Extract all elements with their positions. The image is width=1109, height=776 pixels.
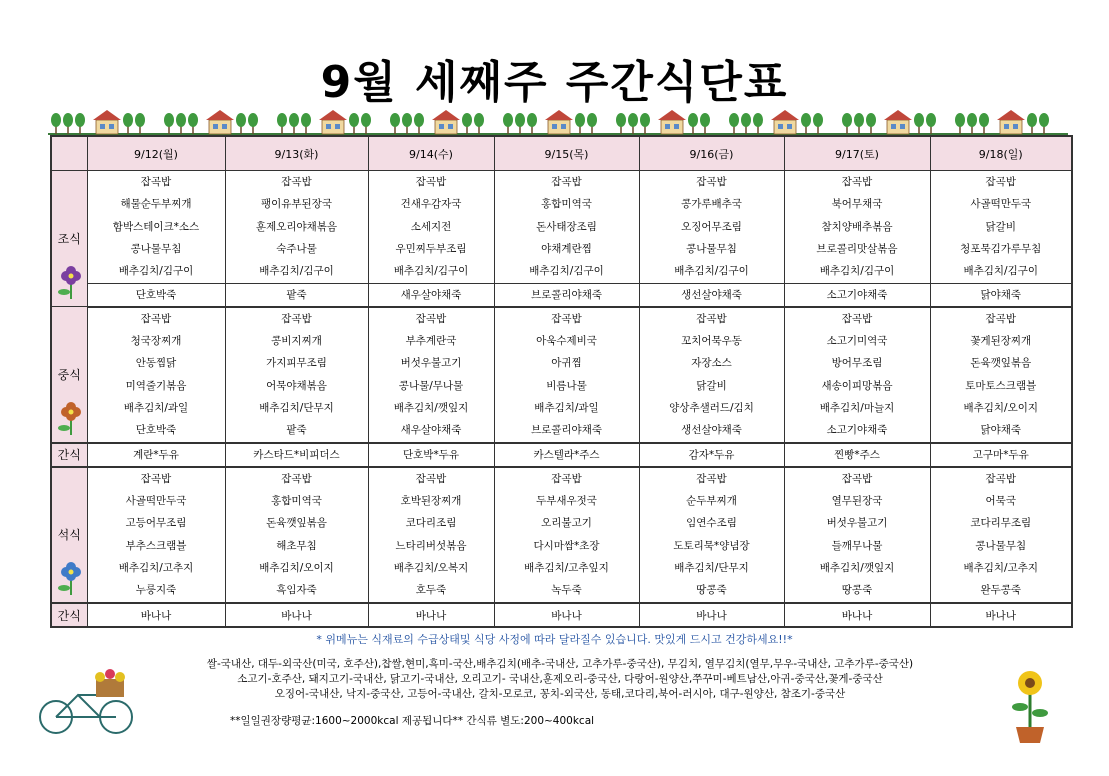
menu-item: 토마토스크램블 xyxy=(965,379,1037,392)
menu-item: 도토리묵*양념장 xyxy=(673,539,750,552)
menu-item: 어묵국 xyxy=(985,495,1016,508)
menu-cell xyxy=(87,467,225,603)
porridge-cell: 생선살야채죽 xyxy=(639,283,784,307)
tree-icon xyxy=(801,113,811,134)
date-cell: 9/18(일) xyxy=(930,136,1072,171)
porridge-cell: 새우살야채죽 xyxy=(368,283,494,307)
menu-item: 부추계란국 xyxy=(405,335,457,348)
menu-cell xyxy=(225,307,368,443)
menu-item: 열무된장국 xyxy=(831,495,883,508)
menu-item: 잡곡밥 xyxy=(551,312,582,325)
menu-item: 오리불고기 xyxy=(541,517,592,530)
menu-item: 콩비지찌개 xyxy=(271,335,322,348)
date-header-row xyxy=(51,136,1072,171)
menu-item: 잡곡밥 xyxy=(140,472,172,485)
lunch-label-cell xyxy=(51,307,87,443)
dinner-flower-icon xyxy=(56,562,86,596)
menu-item: 잡곡밥 xyxy=(985,312,1016,325)
menu-item: 아욱수제비국 xyxy=(536,335,597,348)
tree-icon xyxy=(63,113,73,134)
menu-item: 브로콜리맛살볶음 xyxy=(816,242,898,255)
menu-cell xyxy=(639,307,784,443)
menu-item: 사골떡만두국 xyxy=(970,198,1032,211)
menu-cell xyxy=(930,467,1072,603)
tree-icon xyxy=(474,113,484,134)
menu-item: 임연수조림 xyxy=(686,517,737,530)
menu-item: 콩나물무침 xyxy=(686,242,737,255)
house-icon xyxy=(93,110,121,134)
menu-item: 배추김치/과일 xyxy=(123,401,189,414)
menu-item: 배추김치/오복지 xyxy=(393,562,469,575)
porridge-cell: 닭야채죽 xyxy=(930,283,1072,307)
date-cell: 9/17(토) xyxy=(784,136,930,171)
dinner-label: 석식 xyxy=(57,528,81,543)
snack-cell: 바나나 xyxy=(930,603,1072,627)
tree-icon xyxy=(1039,113,1049,134)
menu-cell xyxy=(494,171,639,284)
menu-item: 잡곡밥 xyxy=(415,312,447,325)
tree-icon xyxy=(164,113,174,134)
menu-item: 돈사태장조림 xyxy=(536,220,597,233)
house-tree-border xyxy=(48,108,1068,136)
menu-item: 팽이유부된장국 xyxy=(260,198,332,211)
origin-info xyxy=(120,657,1000,702)
menu-item: 배추김치/고추지 xyxy=(963,562,1039,575)
tree-icon xyxy=(75,113,85,134)
sunflower-pot-illustration xyxy=(1000,665,1060,745)
menu-item: 소고기미역국 xyxy=(826,335,888,348)
menu-cell xyxy=(784,467,930,603)
breakfast-label: 조식 xyxy=(57,232,81,247)
menu-item: 돈육깻잎볶음 xyxy=(970,357,1032,370)
menu-item: 호박된장찌개 xyxy=(400,495,462,508)
menu-item: 배추김치/김구이 xyxy=(674,265,749,278)
menu-item: 홍합미역국 xyxy=(271,495,322,508)
snack1-label: 간식 xyxy=(51,443,87,467)
menu-item: 아귀찜 xyxy=(551,357,582,370)
menu-item: 생선살야채죽 xyxy=(681,424,742,437)
menu-item: 들깨무나물 xyxy=(831,539,883,552)
menu-item: 잡곡밥 xyxy=(415,472,447,485)
menu-item: 닭갈비 xyxy=(696,379,727,392)
menu-cell xyxy=(494,467,639,603)
menu-item: 꽃게된장찌개 xyxy=(970,335,1032,348)
tree-icon xyxy=(700,113,710,134)
tree-icon xyxy=(813,113,823,134)
menu-cell xyxy=(930,307,1072,443)
menu-item: 단호박죽 xyxy=(135,424,177,437)
menu-item: 닭갈비 xyxy=(985,220,1016,233)
weekly-menu-table xyxy=(50,135,1073,628)
menu-item: 새우살야채죽 xyxy=(400,424,462,437)
breakfast-porridge-row xyxy=(51,283,1072,307)
menu-item: 배추김치/김구이 xyxy=(963,265,1039,278)
origin-line: 오징어-국내산, 낙지-중국산, 고등어-국내산, 갈치-모로코, 꽁치-외국산, 동태,코다리,북어-러시아, 대구-원양산, 참조기-중국산 xyxy=(274,688,846,700)
menu-item: 배추김치/오이지 xyxy=(963,401,1039,414)
menu-item: 잡곡밥 xyxy=(551,472,582,485)
snack-cell: 계란*두유 xyxy=(87,443,225,467)
menu-item: 순두부찌개 xyxy=(686,495,737,508)
menu-item: 새송이피망볶음 xyxy=(821,379,893,392)
menu-item: 콩가루배추국 xyxy=(681,198,742,211)
tree-icon xyxy=(277,113,287,134)
menu-cell xyxy=(368,467,494,603)
menu-item: 청포묵김가루무침 xyxy=(960,242,1042,255)
menu-item: 사골떡만두국 xyxy=(125,495,187,508)
menu-item: 소고기야채죽 xyxy=(826,424,888,437)
calorie-footer: **일일권장량평균:1600~2000kcal 제공됩니다** 간식류 별도:200~400kcal xyxy=(230,715,595,727)
menu-item: 잡곡밥 xyxy=(841,312,873,325)
menu-item: 브로콜리야채죽 xyxy=(530,424,602,437)
menu-item: 훈제오리야채볶음 xyxy=(255,220,338,233)
menu-cell xyxy=(494,307,639,443)
menu-item: 다시마쌈*초장 xyxy=(533,539,600,552)
menu-item: 참치양배추볶음 xyxy=(821,220,893,233)
house-icon xyxy=(545,110,573,134)
menu-item: 누룽지죽 xyxy=(135,584,177,597)
menu-item: 배추김치/고추잎지 xyxy=(524,562,609,575)
menu-cell xyxy=(225,171,368,284)
menu-item: 해초무침 xyxy=(276,539,317,552)
menu-item: 두부새우젓국 xyxy=(536,495,597,508)
menu-item: 잡곡밥 xyxy=(696,176,727,188)
page-title: 9월 세째주 주간식단표 xyxy=(320,57,789,108)
tree-icon xyxy=(188,113,198,134)
menu-item: 청국장찌개 xyxy=(130,335,182,348)
menu-item: 잡곡밥 xyxy=(985,176,1016,188)
tree-icon xyxy=(688,113,698,134)
menu-item: 안동찜닭 xyxy=(135,357,177,370)
menu-item: 배추김치/김구이 xyxy=(819,265,895,278)
menu-item: 양상추샐러드/김치 xyxy=(669,401,754,414)
tree-icon xyxy=(628,113,638,134)
house-icon xyxy=(884,110,912,134)
tree-icon xyxy=(967,113,977,134)
porridge-cell: 브로콜리야채죽 xyxy=(494,283,639,307)
tree-icon xyxy=(587,113,597,134)
menu-item: 배추김치/단무지 xyxy=(259,401,334,414)
menu-item: 완두콩죽 xyxy=(980,584,1022,597)
house-icon xyxy=(432,110,460,134)
menu-item: 녹두죽 xyxy=(551,584,582,597)
snack-cell: 바나나 xyxy=(784,603,930,627)
menu-item: 숙주나물 xyxy=(276,242,317,255)
menu-item: 꼬치어묵우동 xyxy=(681,335,742,348)
tree-icon xyxy=(753,113,763,134)
menu-item: 소세지전 xyxy=(410,220,452,233)
dinner-label-cell xyxy=(51,467,87,603)
menu-cell xyxy=(368,307,494,443)
breakfast-label-cell xyxy=(51,171,87,307)
menu-item: 잡곡밥 xyxy=(841,176,873,188)
menu-item: 배추김치/오이지 xyxy=(259,562,334,575)
menu-item: 느타리버섯볶음 xyxy=(395,539,467,552)
menu-item: 방어무조림 xyxy=(831,357,883,370)
menu-item: 잡곡밥 xyxy=(841,472,873,485)
menu-cell xyxy=(784,171,930,284)
menu-item: 배추김치/김구이 xyxy=(393,265,469,278)
lunch-row xyxy=(51,307,1072,443)
menu-item: 배추김치/김구이 xyxy=(259,265,334,278)
corner-cell xyxy=(51,136,87,171)
menu-item: 고등어무조림 xyxy=(125,517,187,530)
menu-item: 호두죽 xyxy=(415,584,447,597)
tree-icon xyxy=(361,113,371,134)
menu-item: 비름나물 xyxy=(546,379,587,392)
menu-item: 홍합미역국 xyxy=(541,198,592,211)
menu-item: 배추김치/과일 xyxy=(534,401,599,414)
menu-item: 오징어무조림 xyxy=(681,220,742,233)
menu-item: 배추김치/김구이 xyxy=(118,265,194,278)
menu-item: 잡곡밥 xyxy=(415,176,447,188)
tree-icon xyxy=(1027,113,1037,134)
menu-item: 가지피무조림 xyxy=(266,357,327,370)
house-icon xyxy=(771,110,799,134)
menu-cell xyxy=(930,171,1072,284)
menu-item: 땅콩죽 xyxy=(696,584,727,597)
tree-icon xyxy=(842,113,852,134)
snack-cell: 카스타드*비피더스 xyxy=(225,443,368,467)
house-icon xyxy=(206,110,234,134)
tree-icon xyxy=(289,113,299,134)
tree-icon xyxy=(248,113,258,134)
menu-item: 콩나물/무나물 xyxy=(398,379,464,392)
tree-icon xyxy=(414,113,424,134)
breakfast-row xyxy=(51,171,1072,284)
tree-icon xyxy=(176,113,186,134)
porridge-cell: 소고기야채죽 xyxy=(784,283,930,307)
porridge-cell: 단호박죽 xyxy=(87,283,225,307)
tree-icon xyxy=(955,113,965,134)
menu-cell xyxy=(639,171,784,284)
menu-item: 팥죽 xyxy=(286,424,307,437)
menu-item: 돈육깻잎볶음 xyxy=(266,517,327,530)
porridge-cell: 팥죽 xyxy=(225,283,368,307)
menu-item: 버섯우불고기 xyxy=(400,357,462,370)
snack-cell: 감자*두유 xyxy=(639,443,784,467)
origin-line: 쌀-국내산, 대두-외국산(미국, 호주산),찹쌀,현미,흑미-국산,배추김치(배추-국내산, 고추가루-중국산), 무김치, 열무김치(열무,무우-국내산, 고추가루-중국산) xyxy=(206,658,914,670)
menu-item: 미역줄기볶음 xyxy=(125,379,187,392)
snack-cell: 바나나 xyxy=(368,603,494,627)
menu-item: 우민찌두부조림 xyxy=(395,242,467,255)
tree-icon xyxy=(503,113,513,134)
origin-line: 소고기-호주산, 돼지고기-국내산, 닭고기-국내산, 오리고기- 국내산,훈제오리-중국산, 다랑어-원양산,쭈꾸미-베트남산,아귀-중국산,꽃게-중국산 xyxy=(237,673,883,685)
menu-item: 잡곡밥 xyxy=(281,176,312,188)
menu-item: 함박스테이크*소스 xyxy=(112,220,200,233)
tree-icon xyxy=(616,113,626,134)
tree-icon xyxy=(866,113,876,134)
date-cell: 9/14(수) xyxy=(368,136,494,171)
tree-icon xyxy=(979,113,989,134)
tree-icon xyxy=(515,113,525,134)
dinner-row xyxy=(51,467,1072,603)
menu-item: 잡곡밥 xyxy=(140,176,172,188)
snack-cell: 바나나 xyxy=(225,603,368,627)
snack2-row xyxy=(51,603,1072,627)
tree-icon xyxy=(301,113,311,134)
menu-cell xyxy=(784,307,930,443)
menu-item: 땅콩죽 xyxy=(841,584,873,597)
snack-cell: 단호박*두유 xyxy=(368,443,494,467)
snack1-row xyxy=(51,443,1072,467)
house-icon xyxy=(997,110,1025,134)
snack-cell: 카스텔라*주스 xyxy=(494,443,639,467)
menu-cell xyxy=(225,467,368,603)
menu-item: 잡곡밥 xyxy=(551,176,582,188)
menu-item: 어묵야채볶음 xyxy=(266,379,327,392)
menu-item: 배추김치/깻잎지 xyxy=(819,562,895,575)
date-cell: 9/13(화) xyxy=(225,136,368,171)
menu-item: 콩나물무침 xyxy=(975,539,1027,552)
date-cell: 9/16(금) xyxy=(639,136,784,171)
lunch-label: 중식 xyxy=(57,368,81,383)
menu-item: 닭야채죽 xyxy=(980,424,1022,437)
snack-cell: 찐빵*주스 xyxy=(784,443,930,467)
tree-icon xyxy=(349,113,359,134)
breakfast-flower-icon xyxy=(56,266,86,300)
tree-icon xyxy=(462,113,472,134)
menu-item: 콩나물무침 xyxy=(130,242,182,255)
menu-item: 건새우감자국 xyxy=(400,198,462,211)
menu-item: 배추김치/김구이 xyxy=(529,265,604,278)
bicycle-flower-illustration xyxy=(38,665,138,737)
tree-icon xyxy=(123,113,133,134)
tree-icon xyxy=(527,113,537,134)
snack-cell: 바나나 xyxy=(639,603,784,627)
tree-icon xyxy=(741,113,751,134)
menu-item: 코다리무조림 xyxy=(970,517,1032,530)
tree-icon xyxy=(854,113,864,134)
menu-item: 잡곡밥 xyxy=(140,312,172,325)
tree-icon xyxy=(135,113,145,134)
menu-cell xyxy=(87,307,225,443)
tree-icon xyxy=(575,113,585,134)
date-cell: 9/15(목) xyxy=(494,136,639,171)
menu-item: 코다리조림 xyxy=(405,517,457,530)
menu-item: 배추김치/단무지 xyxy=(674,562,749,575)
tree-icon xyxy=(926,113,936,134)
menu-item: 버섯우불고기 xyxy=(826,517,888,530)
menu-item: 해물순두부찌개 xyxy=(120,198,192,211)
menu-cell xyxy=(368,171,494,284)
menu-item: 잡곡밥 xyxy=(696,472,727,485)
house-icon xyxy=(319,110,347,134)
date-cell: 9/12(월) xyxy=(87,136,225,171)
menu-item: 부추스크램블 xyxy=(125,539,187,552)
snack-cell: 바나나 xyxy=(87,603,225,627)
snack-cell: 고구마*두유 xyxy=(930,443,1072,467)
menu-item: 배추김치/깻잎지 xyxy=(393,401,469,414)
house-icon xyxy=(658,110,686,134)
menu-item: 배추김치/고추지 xyxy=(118,562,194,575)
menu-item: 흑임자죽 xyxy=(276,584,317,597)
tree-icon xyxy=(914,113,924,134)
menu-item: 잡곡밥 xyxy=(281,312,312,325)
menu-item: 잡곡밥 xyxy=(281,472,312,485)
menu-item: 잡곡밥 xyxy=(985,472,1016,485)
menu-item: 자장소스 xyxy=(691,357,732,370)
menu-item: 야채계란찜 xyxy=(541,242,592,255)
snack-cell: 바나나 xyxy=(494,603,639,627)
tree-icon xyxy=(640,113,650,134)
menu-notice: * 위메뉴는 식재료의 수급상태및 식당 사정에 따라 달라질수 있습니다. 맛있게 드시고 건강하세요!!* xyxy=(316,633,793,646)
menu-cell xyxy=(87,171,225,284)
menu-item: 배추김치/마늘지 xyxy=(819,401,895,414)
tree-icon xyxy=(402,113,412,134)
menu-cell xyxy=(639,467,784,603)
menu-item: 잡곡밥 xyxy=(696,312,727,325)
menu-item: 북어무채국 xyxy=(831,198,883,211)
tree-icon xyxy=(729,113,739,134)
tree-icon xyxy=(236,113,246,134)
snack2-label: 간식 xyxy=(51,603,87,627)
tree-icon xyxy=(51,113,61,134)
lunch-flower-icon xyxy=(56,402,86,436)
tree-icon xyxy=(390,113,400,134)
